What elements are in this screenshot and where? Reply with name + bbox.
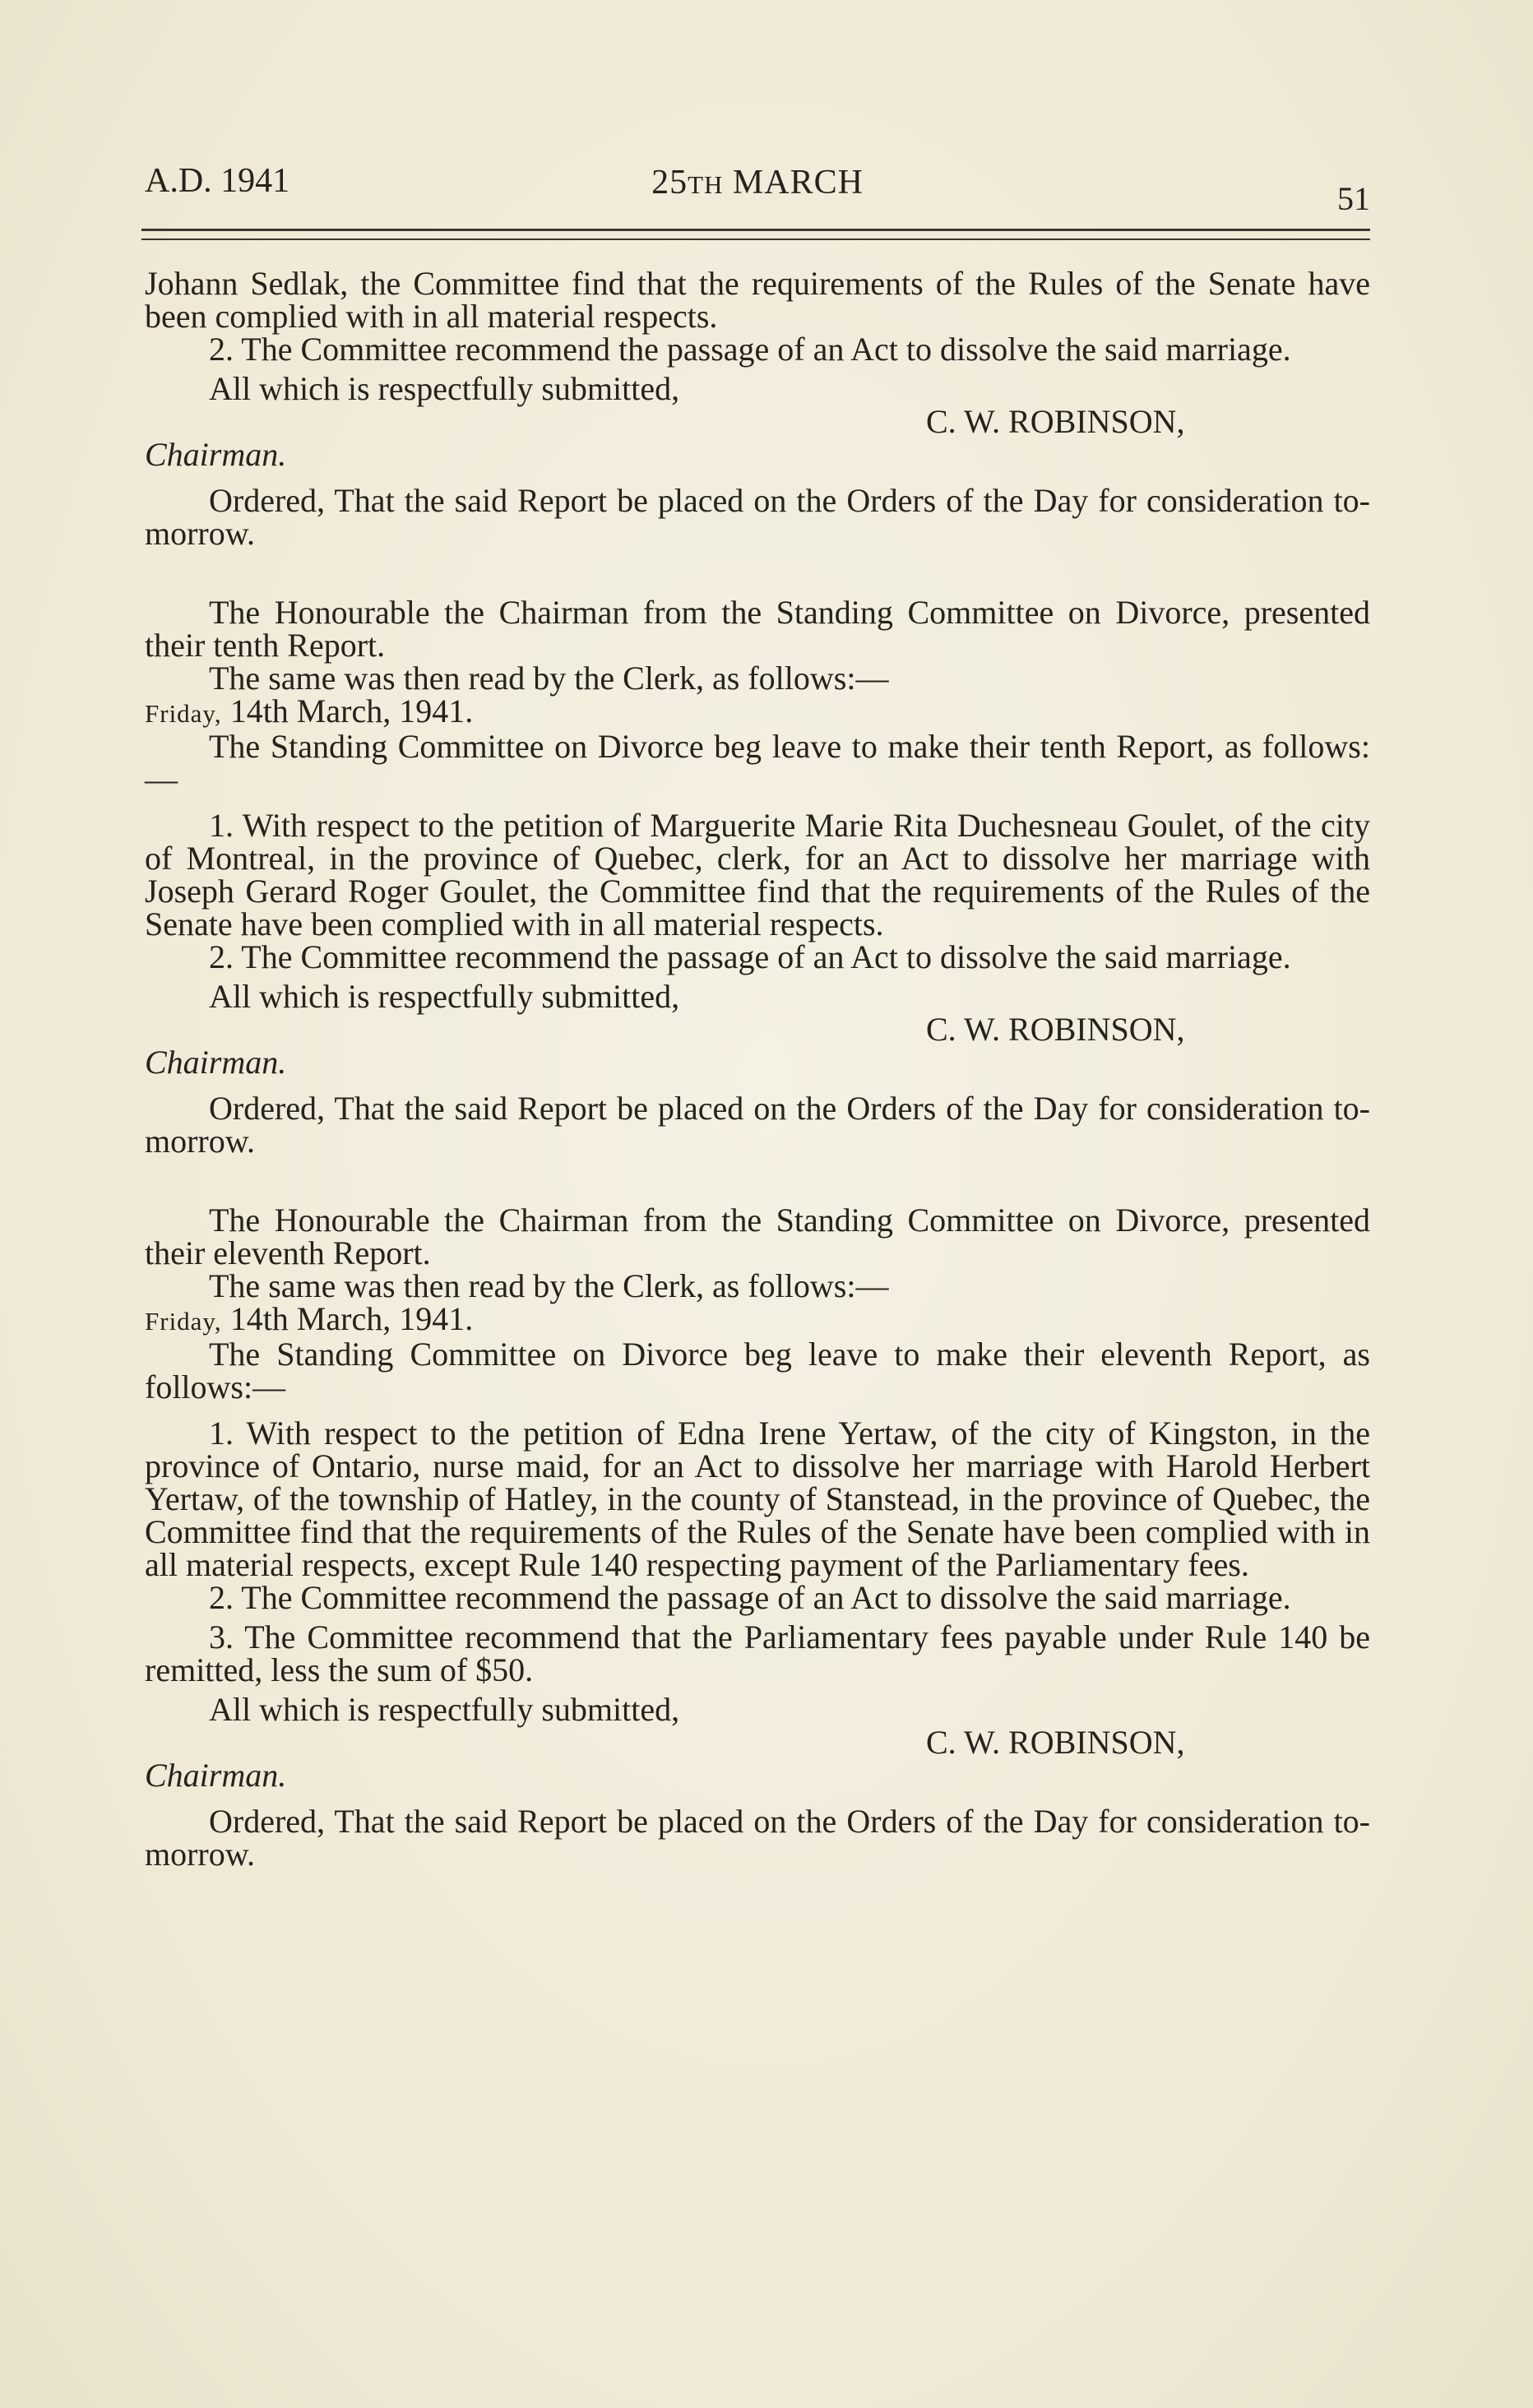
signatory-name: C. W. ROBINSON, xyxy=(926,1011,1185,1048)
paragraph: 3. The Committee recommend that the Parliamentary fees payable under Rule 140 be remitted, less the sum of $50. xyxy=(145,1618,1370,1688)
header-date-month: MARCH xyxy=(732,164,864,201)
paragraph: Ordered, That the said Report be placed on the Orders of the Day for consideration to-morrow. xyxy=(145,482,1370,552)
signatory-name: C. W. ROBINSON, xyxy=(926,403,1185,440)
header-date xyxy=(145,163,1370,202)
spacer xyxy=(145,550,1370,596)
signatory-name: C. W. ROBINSON, xyxy=(926,1724,1185,1761)
paragraph: 2. The Committee recommend the passage of an Act to dissolve the said marriage. xyxy=(209,938,1291,975)
paragraph: 2. The Committee recommend the passage of an Act to dissolve the said marriage. xyxy=(209,331,1291,368)
header-rule-top xyxy=(141,229,1370,231)
paragraph: The same was then read by the Clerk, as follows:— xyxy=(209,660,889,697)
paragraph: The Honourable the Chairman from the Standing Committee on Divorce, presented their eleventh Report. xyxy=(145,1202,1370,1271)
report-dateline xyxy=(145,1300,1370,1338)
journal-body xyxy=(145,267,1370,1871)
paragraph: The Standing Committee on Divorce beg leave to make their tenth Report, as follows:— xyxy=(145,728,1370,798)
header-rule-bottom xyxy=(141,238,1370,240)
paragraph: 1. With respect to the petition of Marguerite Marie Rita Duchesneau Goulet, of the city of Montreal, in the province of Quebec, clerk, for an Act to dissolve her marriage with Joseph Gerard Roger Goulet, the Committee find that the requirements of the Rules of the Senate have been complied with in all material respects. xyxy=(145,807,1370,942)
header-date-number: 25 xyxy=(651,164,688,201)
report-dateline xyxy=(145,692,1370,730)
paragraph: All which is respectfully submitted, xyxy=(209,370,680,407)
paragraph: The same was then read by the Clerk, as follows:— xyxy=(209,1267,889,1304)
dateline-date: 14th March, 1941. xyxy=(229,692,474,729)
paragraph: Johann Sedlak, the Committee find that the requirements of the Rules of the Senate have been complied with in all material respects. xyxy=(145,265,1370,335)
page-number: 51 xyxy=(1337,180,1370,217)
dateline-day: Friday, xyxy=(145,699,222,728)
paragraph: Ordered, That the said Report be placed on the Orders of the Day for consideration to-morrow. xyxy=(145,1090,1370,1160)
paragraph: The Standing Committee on Divorce beg leave to make their eleventh Report, as follows:— xyxy=(145,1336,1370,1405)
paragraph: All which is respectfully submitted, xyxy=(209,978,680,1015)
spacer xyxy=(145,1158,1370,1204)
paragraph: 1. With respect to the petition of Edna Irene Yertaw, of the city of Kingston, in the province of Ontario, nurse maid, for an Act to dissolve her marriage with Harold Herbert Yertaw, of the township of Hatley, in the county of Stanstead, in the province of Quebec, the Committee find that the requirements of the Rules of the Senate have been complied with in all material respects, except Rule 140 respecting payment of the Parliamentary fees. xyxy=(145,1415,1370,1583)
paragraph: 2. The Committee recommend the passage of an Act to dissolve the said marriage. xyxy=(209,1579,1291,1616)
signatory-title: Chairman. xyxy=(145,1757,287,1794)
dateline-date: 14th March, 1941. xyxy=(229,1300,474,1337)
paragraph: The Honourable the Chairman from the Standing Committee on Divorce, presented their tenth Report. xyxy=(145,594,1370,664)
signatory-title: Chairman. xyxy=(145,1044,287,1081)
paragraph: Ordered, That the said Report be placed on the Orders of the Day for consideration to-morrow. xyxy=(145,1803,1370,1873)
header-year: A.D. 1941 xyxy=(145,162,290,200)
header-date-suffix: TH xyxy=(688,170,724,199)
paragraph: All which is respectfully submitted, xyxy=(209,1691,680,1728)
signatory-title: Chairman. xyxy=(145,436,287,473)
running-header xyxy=(145,161,1370,219)
dateline-day: Friday, xyxy=(145,1307,222,1336)
